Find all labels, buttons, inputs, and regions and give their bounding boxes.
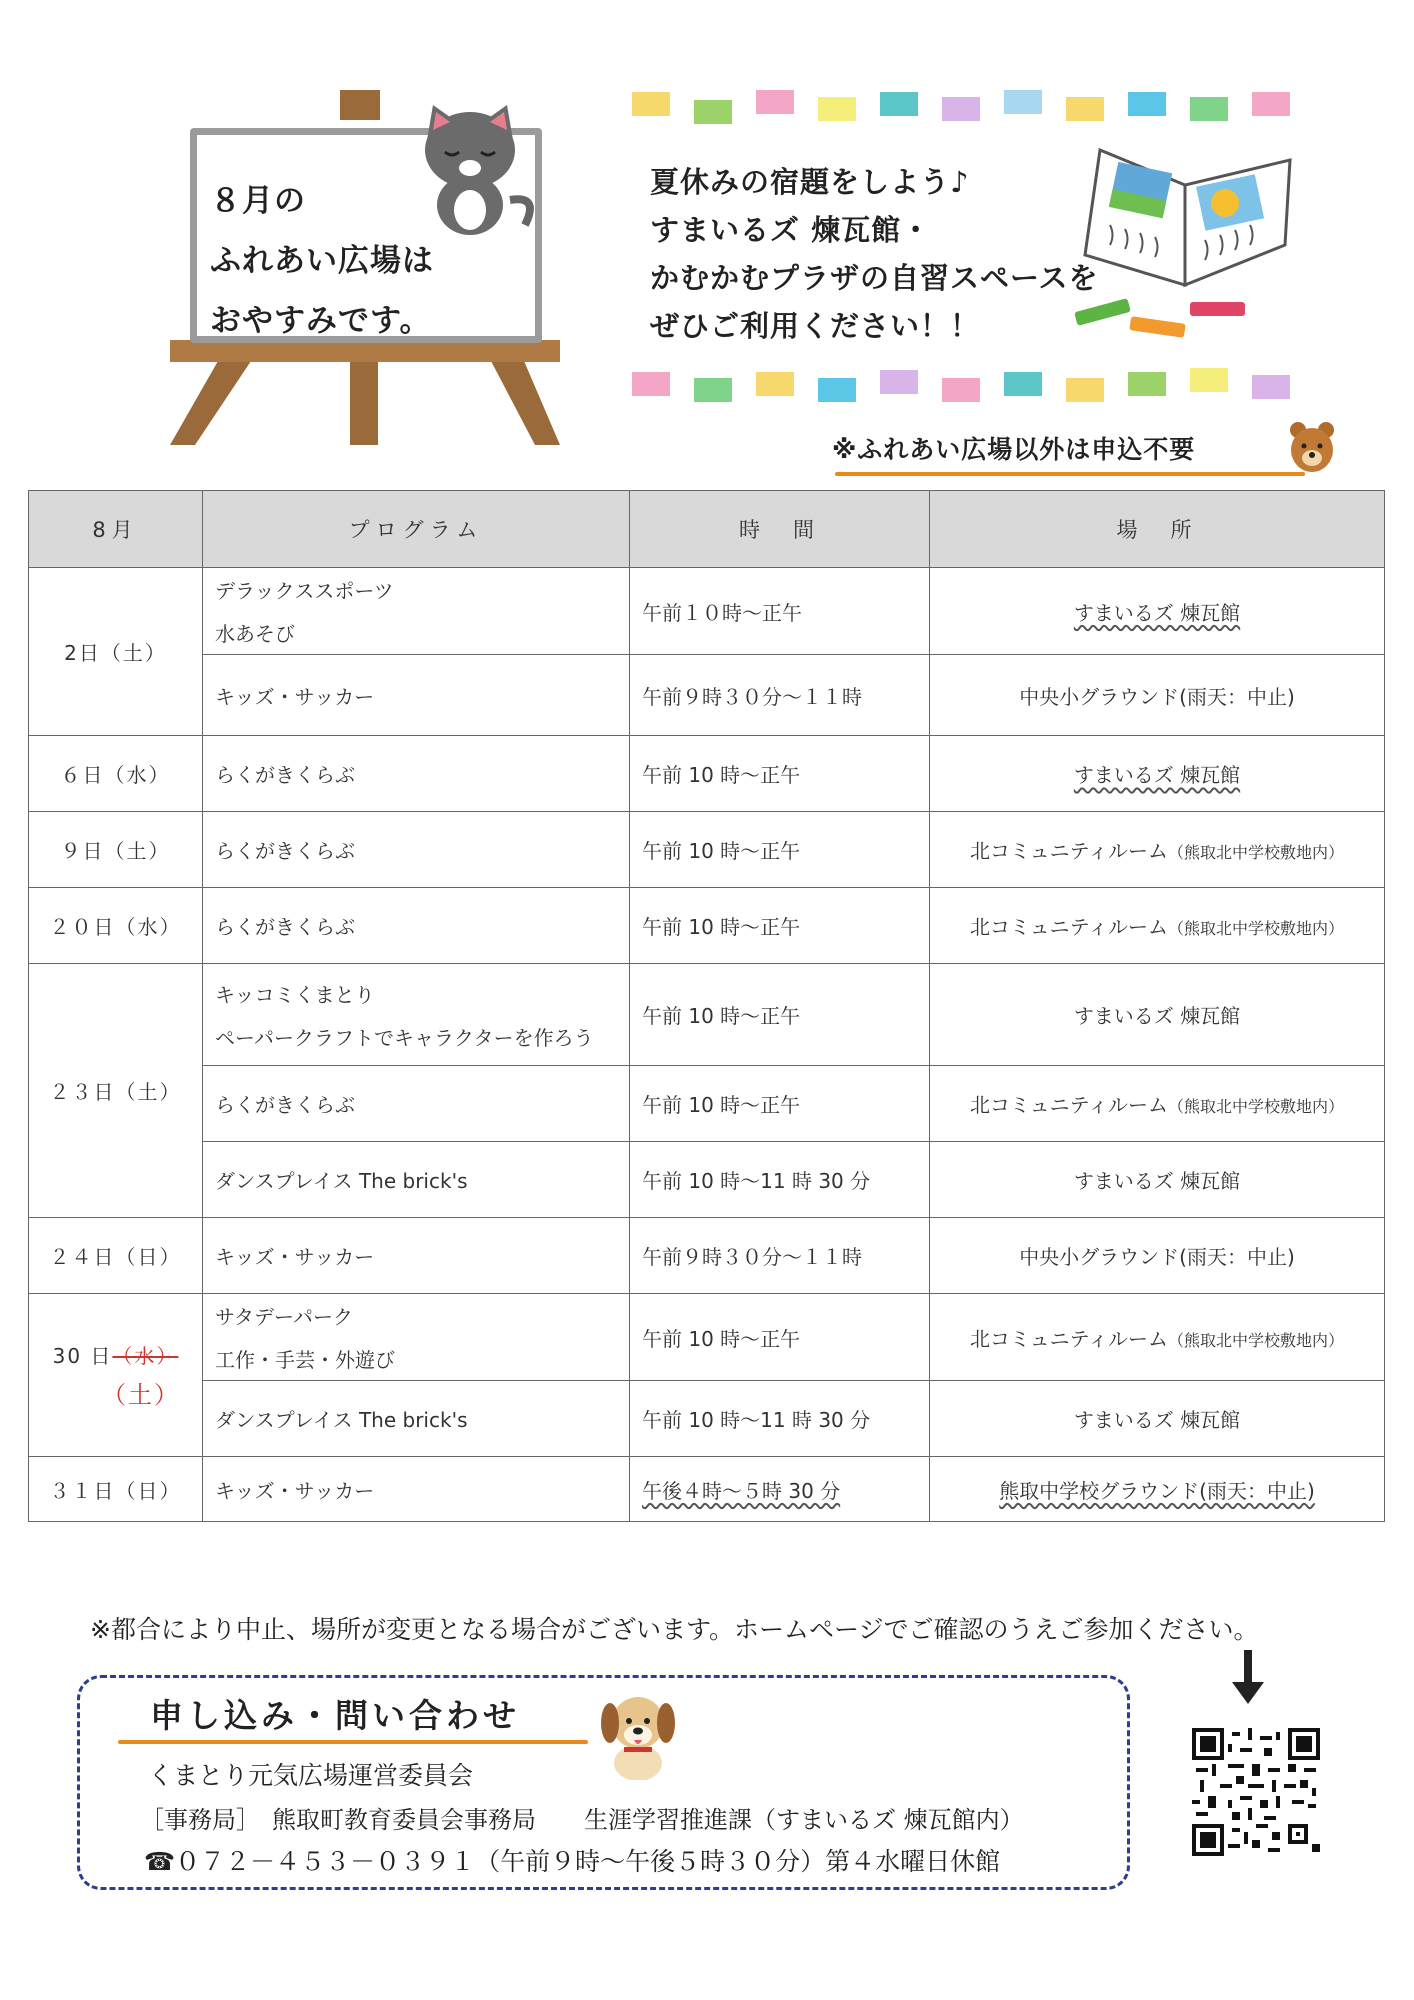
table-row (29, 655, 1385, 736)
place-cell (930, 568, 1385, 655)
program-detail: ペーパークラフトでキャラクターを作ろう (215, 1025, 594, 1050)
place-cell (930, 1294, 1385, 1381)
sticky-note (632, 372, 670, 396)
easel-line-1: ８月の (210, 183, 306, 219)
time-cell: 午前９時３０分～１１時 (630, 655, 930, 736)
homework-line-2: すまいるズ 煉瓦館・ (650, 213, 932, 247)
date-cell: ２０日（水） (29, 888, 203, 964)
table-row (29, 812, 1385, 888)
place-name: 北コミュニティルーム (969, 1093, 1168, 1117)
time-cell: 午前 10 時～11 時 30 分 (630, 1142, 930, 1218)
sticky-note (1128, 92, 1166, 116)
sticky-note (1066, 378, 1104, 402)
sticky-note (1004, 90, 1042, 114)
time-cell: 午前 10 時～正午 (630, 1294, 930, 1381)
table-row (29, 1218, 1385, 1294)
sticky-note (818, 97, 856, 121)
place-cell: 中央小グラウンド(雨天：中止) (930, 655, 1385, 736)
time-text: 午後４時～５時 30 分 (642, 1478, 841, 1503)
time-cell (630, 1457, 930, 1522)
time-cell: 午前 10 時～正午 (630, 1066, 930, 1142)
notice-no-application: ※ふれあい広場以外は申込不要 (832, 435, 1196, 464)
program-detail: 工作・手芸・外遊び (215, 1348, 395, 1372)
homework-message (650, 160, 1099, 345)
date-cell: ６日（水） (29, 736, 203, 812)
date-cell (29, 1294, 203, 1457)
place-name: 北コミュニティルーム (969, 1326, 1168, 1351)
table-row (29, 888, 1385, 964)
homework-line-1: 夏休みの宿題をしよう♪ (650, 165, 970, 199)
date-day: 30 日 (52, 1344, 113, 1368)
date-cell: ３１日（日） (29, 1457, 203, 1522)
sticky-note (818, 378, 856, 402)
place-note: （熊取北中学校敷地内） (1167, 1097, 1344, 1116)
time-cell: 午前９時３０分～１１時 (630, 1218, 930, 1294)
header-month: 8月 (29, 491, 203, 568)
table-header-row (29, 491, 1385, 568)
homework-line-3: かむかむプラザの自習スペースを (650, 261, 1099, 295)
contact-title: 申し込み・問い合わせ (150, 1696, 520, 1735)
table-row (29, 964, 1385, 1066)
place-cell: すまいるズ 煉瓦館 (930, 1381, 1385, 1457)
sticky-note (1128, 372, 1166, 396)
program-detail: 水あそび (215, 622, 295, 646)
place-cell (930, 736, 1385, 812)
program-cell: らくがきくらぶ (203, 1066, 630, 1142)
sticky-note (694, 378, 732, 402)
time-cell: 午前 10 時～正午 (630, 964, 930, 1066)
place-name: すまいるズ 煉瓦館 (1073, 763, 1241, 787)
header-program: プログラム (203, 491, 630, 568)
program-cell (203, 964, 630, 1066)
time-cell: 午前 10 時～正午 (630, 888, 930, 964)
date-corrected: （土） (102, 1381, 180, 1409)
sticky-note (1252, 92, 1290, 116)
program-cell (203, 568, 630, 655)
footer-note: ※都合により中止、場所が変更となる場合がございます。ホームページでご確認のうえご参加ください。 (90, 1615, 1259, 1644)
program-cell: らくがきくらぶ (203, 736, 630, 812)
place-name: 北コミュニティルーム (969, 915, 1168, 939)
place-cell (930, 888, 1385, 964)
table-row (29, 1066, 1385, 1142)
contact-office: ［事務局］ 熊取町教育委員会事務局 生涯学習推進課（すまいるズ 煉瓦館内） (140, 1806, 1024, 1834)
date-cell: ２４日（日） (29, 1218, 203, 1294)
sticky-note (756, 90, 794, 114)
cat-illustration (415, 100, 535, 240)
sticky-note (756, 372, 794, 396)
place-cell: 中央小グラウンド(雨天：中止) (930, 1218, 1385, 1294)
program-name: サタデーパーク (215, 1305, 353, 1329)
bear-icon (1288, 418, 1336, 474)
date-cell: ９日（土） (29, 812, 203, 888)
header-place: 場 所 (930, 491, 1385, 568)
program-cell: ダンスプレイス The brick's (203, 1142, 630, 1218)
dog-icon (598, 1685, 678, 1780)
contact-org: くまとり元気広場運営委員会 (148, 1761, 474, 1790)
sticky-note (942, 97, 980, 121)
place-name: すまいるズ 煉瓦館 (1073, 600, 1241, 625)
easel-text (210, 175, 434, 340)
header-time: 時 間 (630, 491, 930, 568)
date-cell: 2日（土） (29, 568, 203, 736)
table-row (29, 1457, 1385, 1522)
time-cell: 午前 10 時～正午 (630, 736, 930, 812)
sticky-note (1252, 375, 1290, 399)
sticky-note (1190, 97, 1228, 121)
place-cell: すまいるズ 煉瓦館 (930, 1142, 1385, 1218)
place-note: （熊取北中学校敷地内） (1167, 843, 1344, 862)
place-name: 熊取中学校グラウンド(雨天：中止) (999, 1478, 1315, 1503)
time-cell: 午前１０時～正午 (630, 568, 930, 655)
homework-line-4: ぜひご利用ください！！ (650, 309, 981, 343)
place-cell: すまいるズ 煉瓦館 (930, 964, 1385, 1066)
place-note: （熊取北中学校敷地内） (1167, 1330, 1344, 1350)
program-cell: キッズ・サッカー (203, 655, 630, 736)
place-cell (930, 812, 1385, 888)
time-cell: 午前 10 時～正午 (630, 812, 930, 888)
sticky-note (1190, 368, 1228, 392)
table-row (29, 568, 1385, 655)
contact-title-underline (118, 1740, 588, 1744)
schedule-table (28, 490, 1385, 1522)
program-name: キッコミくまとり (215, 982, 375, 1007)
crayon-red (1190, 302, 1245, 316)
sticky-note (1066, 97, 1104, 121)
sticky-note (880, 92, 918, 116)
easel-line-2: ふれあい広場は (210, 243, 434, 279)
program-cell: キッズ・サッカー (203, 1218, 630, 1294)
place-name: 北コミュニティルーム (969, 839, 1168, 863)
program-cell (203, 1294, 630, 1381)
program-cell: ダンスプレイス The brick's (203, 1381, 630, 1457)
program-cell: らくがきくらぶ (203, 888, 630, 964)
table-row (29, 1381, 1385, 1457)
contact-phone: ☎０７２－４５３－０３９１（午前９時～午後５時３０分）第４水曜日休館 (144, 1847, 1001, 1876)
qr-code-icon[interactable] (1192, 1728, 1320, 1856)
place-note: （熊取北中学校敷地内） (1167, 919, 1344, 938)
date-cell: ２３日（土） (29, 964, 203, 1218)
table-row (29, 1142, 1385, 1218)
easel-line-3: おやすみです。 (210, 303, 432, 339)
sticky-note (632, 92, 670, 116)
program-cell: キッズ・サッカー (203, 1457, 630, 1522)
sticky-note (942, 378, 980, 402)
time-cell: 午前 10 時～11 時 30 分 (630, 1381, 930, 1457)
sticky-note (880, 370, 918, 394)
notice-underline (835, 472, 1305, 476)
program-name: デラックススポーツ (215, 579, 394, 603)
table-row (29, 736, 1385, 812)
date-struck: （水） (112, 1344, 179, 1368)
table-row (29, 1294, 1385, 1381)
program-cell: らくがきくらぶ (203, 812, 630, 888)
arrow-down-icon (1230, 1650, 1266, 1706)
place-cell (930, 1066, 1385, 1142)
place-cell (930, 1457, 1385, 1522)
sticky-note (1004, 372, 1042, 396)
sticky-note (694, 100, 732, 124)
